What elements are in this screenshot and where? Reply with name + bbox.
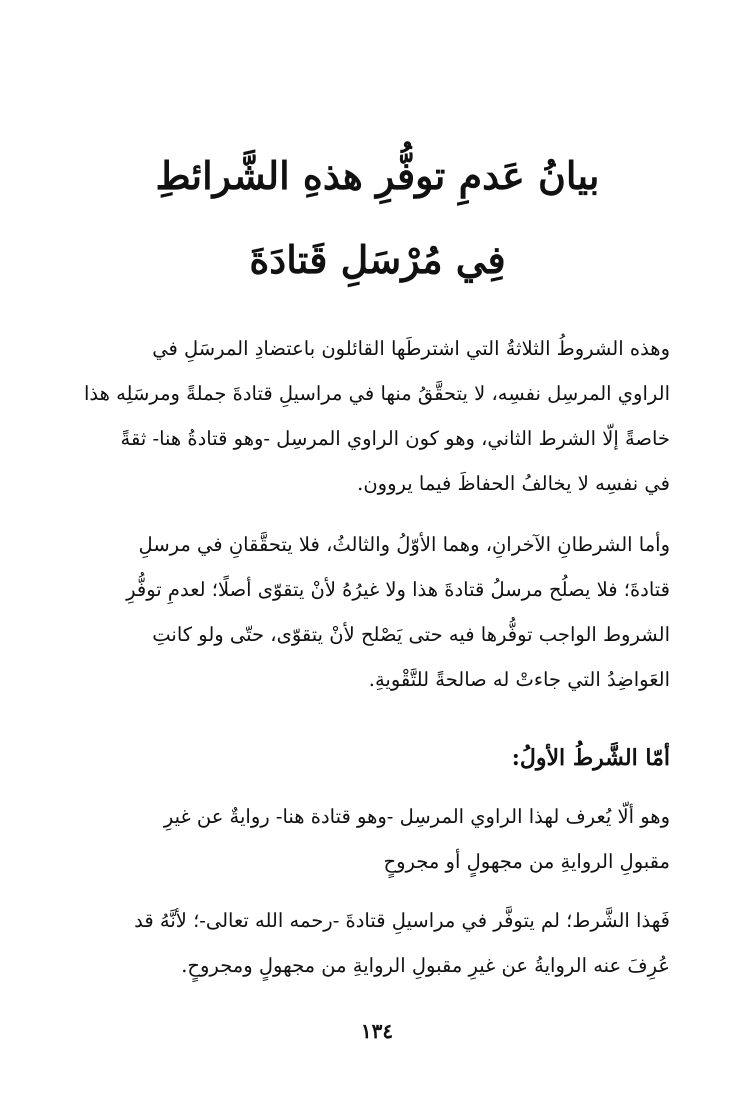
paragraph-line: خاصةً إلّا الشرط الثاني، وهو كون الراوي المرسِل -وهو قتادةُ هنا- ثقةً (120, 427, 670, 450)
section-heading: أمّا الشَّرطُ الأولُ: (511, 745, 670, 771)
page-number: ١٣٤ (360, 1019, 394, 1043)
paragraph-line: فَهذا الشَّرط؛ لم يتوفَّر في مراسيلِ قتادةَ -رحمه الله تعالى-؛ لأنَّهُ قد (134, 909, 670, 932)
paragraph-4 (92, 898, 670, 988)
paragraph-line: وهو ألّا يُعرف لهذا الراوي المرسِل -وهو قتادة هنا- روايةٌ عن غيرِ (163, 805, 670, 828)
paragraph-line: العَواضِدُ التي جاءتْ له صالحةً للتَّقْويةِ. (368, 668, 670, 691)
paragraph-2 (92, 522, 670, 702)
paragraph-line: قتادةَ؛ فلا يصلُح مرسلُ قتادةَ هذا ولا غيرُهُ لأنْ يتقوّى أصلًا؛ لعدمِ توفُّرِ (126, 578, 670, 601)
paragraph-line: مقبولِ الروايةِ من مجهولٍ أو مجروحٍ (383, 850, 670, 873)
chapter-title-line-1: بيانُ عَدمِ توفُّرِ هذهِ الشَّرائطِ (155, 153, 600, 198)
paragraph-1 (83, 326, 670, 506)
paragraph-3 (92, 794, 670, 884)
chapter-title-line-2: فِي مُرْسَلِ قَتادَةَ (249, 237, 506, 282)
paragraph-line: وأما الشرطانِ الآخرانِ، وهما الأوّلُ والثالثُ، فلا يتحقَّقانِ في مرسلِ (138, 533, 670, 556)
paragraph-line: الراوي المرسِل نفسِه، لا يتحقَّقُ منها في مراسيلِ قتادةَ جملةً ومرسَلِه هذا (83, 382, 670, 405)
paragraph-line: وهذه الشروطُ الثلاثةُ التي اشترطَها القائلون باعتضادِ المرسَلِ في (152, 337, 670, 360)
paragraph-line: عُرِفَ عنه الروايةُ عن غيرِ مقبولِ الروايةِ من مجهولٍ ومجروحٍ. (181, 954, 670, 977)
paragraph-line: في نفسِه لا يخالفُ الحفاظَ فيما يروون. (357, 472, 670, 495)
paragraph-line: الشروط الواجب توفُّرها فيه حتى يَصْلح لأنْ يتقوّى، حتّى ولو كانتِ (152, 623, 670, 646)
